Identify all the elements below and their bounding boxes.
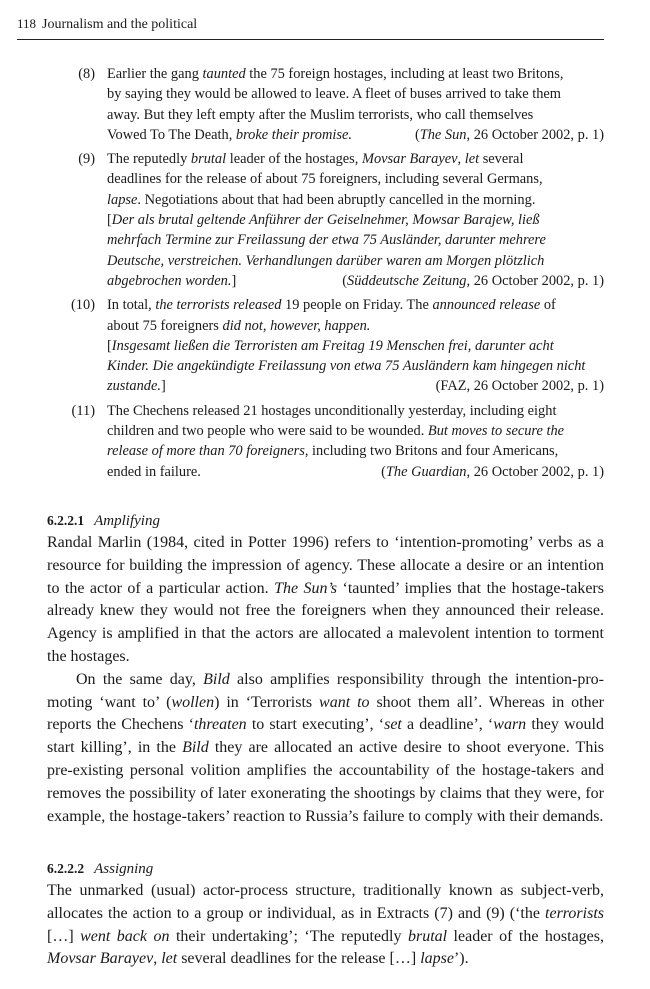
example-line	[107, 105, 604, 125]
text-run: (	[342, 272, 347, 289]
italic-text: warn	[493, 716, 527, 734]
italic-text: broke their promise.	[235, 126, 352, 143]
italic-text: Bild	[182, 739, 209, 757]
source-citation	[436, 376, 604, 396]
text-run: [	[107, 212, 112, 229]
example-line	[107, 64, 604, 84]
example-list	[47, 64, 604, 486]
example-line	[107, 271, 604, 291]
italic-text: Deutsche, verstreichen. Verhandlungen darüber waren am Morgen plötzlich	[107, 252, 545, 269]
italic-text: taunted	[202, 66, 246, 82]
italic-text: announced release	[432, 297, 541, 314]
example-number: (11)	[71, 402, 95, 419]
text-run: their undertaking’; ‘The reputedly	[169, 927, 408, 945]
italic-text: did not, however, happen.	[222, 317, 371, 334]
example-number: (10)	[71, 297, 95, 314]
italic-text: set	[384, 716, 402, 734]
italic-text: wollen	[171, 693, 215, 711]
text-run: The reputedly	[107, 151, 191, 168]
italic-text: lapse	[420, 950, 454, 968]
italic-text: Insgesamt ließen die Terroristen am Freitag 19 Menschen frei, darunter acht	[111, 337, 554, 354]
example-item	[47, 149, 604, 291]
example-item	[47, 401, 604, 482]
text-run: to start executing’, ‘	[246, 716, 385, 734]
source-citation	[381, 462, 604, 482]
example-line	[107, 401, 604, 421]
italic-text: Bild	[203, 670, 230, 688]
text-run: leader of the hostages,	[226, 151, 362, 168]
example-line	[107, 169, 604, 189]
example-number: (8)	[78, 66, 95, 82]
text-run: (	[414, 126, 420, 143]
paragraph	[47, 880, 604, 971]
example-line	[107, 149, 604, 169]
italic-text: But moves to secure the	[427, 423, 565, 440]
text-run: they are allocated an active desire to shoot everyone. This pre-existing personal volition amplifies the accountability of the hostage-takers and removes the possibility of later exonerating the shootings by claims that they were, for example, the hostage-takers’ reaction to Russia’s failure to comply with their demands.	[47, 739, 604, 825]
text-run: Earlier the gang	[107, 66, 203, 82]
section-amplifying	[47, 510, 604, 828]
example-line	[107, 190, 604, 210]
text-run: […]	[47, 927, 81, 945]
italic-text: Der als brutal geltende Anführer der Geiselnehmer, Mowsar Barajew, ließ	[111, 212, 540, 229]
section-body	[47, 532, 604, 828]
italic-text: let	[464, 151, 480, 168]
example-line	[107, 210, 604, 230]
text-run: a deadline’, ‘	[401, 716, 494, 734]
text-run: leader of the hostages,	[447, 927, 605, 945]
italic-text: lapse	[107, 191, 138, 208]
running-head	[17, 14, 604, 40]
italic-text: mehrfach Termine zur Freilassung der etwa 75 Ausländer, darunter mehrere	[107, 232, 546, 249]
text-run: ,	[153, 950, 162, 968]
italic-text: Süddeutsche Zeitung	[347, 272, 467, 289]
section-number: 6.2.2.1	[47, 513, 85, 528]
italic-text: threaten	[193, 716, 247, 734]
example-line	[107, 316, 604, 336]
source-citation	[342, 271, 604, 291]
italic-text: let	[161, 950, 178, 968]
text-run: , including two Britons and four Americans,	[304, 443, 559, 460]
italic-text: The Sun	[419, 126, 467, 143]
text-run: In total,	[107, 297, 156, 314]
text-run: several	[479, 151, 524, 168]
example-number: (9)	[78, 151, 95, 168]
example-line	[107, 230, 604, 250]
example-item	[47, 64, 604, 145]
text-run: of	[540, 297, 556, 314]
text-run: ‘taunted’ implies that the hostage-takers already knew they would not free the foreigners when they announced their release. Agency is amplified in that the actors are allocated a malevolent intention to torment the hostages.	[47, 579, 604, 665]
italic-text: brutal	[407, 927, 448, 945]
text-run: Randal Marlin (1984, cited in Potter 1996) refers to ‘intention-promoting’ verbs as a resource for building the impression of agency. These allocate a desire or an intention to the actor of a particular action.	[47, 534, 604, 597]
source-citation	[415, 125, 604, 145]
text-run: , 26 October 2002, p. 1)	[466, 463, 604, 480]
text-run: (FAZ, 26 October 2002, p. 1)	[435, 378, 604, 395]
text-run: (	[381, 463, 386, 480]
section-title: Assigning	[94, 861, 154, 877]
italic-text: abgebrochen worden.	[107, 272, 232, 289]
example-line	[107, 295, 604, 315]
text-run: shoot them all’. Whereas in other reports the Chechens ‘	[47, 693, 605, 734]
text-run: , 26 October 2002, p. 1)	[466, 126, 604, 143]
italic-text: Movsar Barayev	[361, 151, 458, 168]
italic-text: terrorists	[545, 904, 604, 922]
text-run: ,	[457, 151, 465, 168]
example-line	[107, 84, 604, 104]
italic-text: Movsar Barayev	[47, 950, 154, 968]
text-run: ) in ‘Terrorists	[214, 693, 320, 711]
text-run: The unmarked (usual) actor-process structure, traditionally known as subject-verb, allocates the action to a group or individual, as in Extracts (7) and (9) (‘the	[47, 882, 604, 922]
text-run: ended in failure.	[107, 463, 201, 480]
example-line	[107, 421, 604, 441]
italic-text: want to	[319, 693, 370, 711]
example-item	[47, 295, 604, 396]
example-line	[107, 356, 604, 376]
example-line	[107, 462, 604, 482]
italic-text: release of more than 70 foreigners	[107, 443, 305, 460]
example-line	[107, 336, 604, 356]
text-run: Vowed To The Death,	[107, 126, 236, 143]
text-run: they would start killing’, in the	[47, 716, 605, 757]
text-run: ]	[160, 378, 166, 395]
paragraph	[47, 669, 604, 829]
section-title: Amplifying	[94, 513, 160, 529]
italic-text: the terrorists released	[155, 297, 282, 314]
text-run: On the same day,	[76, 670, 204, 688]
section-heading	[47, 858, 604, 880]
text-run: several deadlines for the release […]	[177, 950, 421, 968]
text-run: [	[107, 337, 112, 354]
text-run: the 75 foreign hostages, including at least two Britons,	[245, 66, 564, 82]
text-run: . Negotiations about that had been abruptly cancelled in the morning.	[137, 191, 536, 208]
text-run: deadlines for the release of about 75 foreigners, including several Germans,	[107, 171, 543, 188]
example-line	[107, 441, 604, 461]
text-run: also amplifies responsibility through the intention-promoting ‘want to’ (	[47, 670, 604, 711]
example-line	[107, 251, 604, 271]
text-run: 19 people on Friday. The	[281, 297, 433, 314]
text-run: The Chechens released 21 hostages unconditionally yesterday, including eight	[107, 402, 557, 419]
text-run: ]	[231, 272, 237, 289]
italic-text: The Guardian	[385, 463, 467, 480]
section-body	[47, 880, 604, 971]
section-number: 6.2.2.2	[47, 861, 85, 876]
running-title: Journalism and the political	[42, 17, 198, 32]
italic-text: brutal	[190, 151, 227, 168]
example-line	[107, 125, 604, 145]
italic-text: The Sun’s	[274, 579, 338, 597]
paragraph	[47, 532, 604, 669]
italic-text: Kinder. Die angekündigte Freilassung von etwa 75 Ausländern kam hingegen nicht	[107, 358, 586, 375]
text-run: children and two people who were said to be wounded.	[107, 423, 428, 440]
text-run: , 26 October 2002, p. 1)	[466, 272, 604, 289]
italic-text: zustande.	[107, 378, 161, 395]
text-run: away. But they left empty after the Muslim terrorists, who call themselves	[107, 106, 534, 123]
section-assigning	[47, 858, 604, 971]
italic-text: went back on	[80, 927, 170, 945]
text-run: about 75 foreigners	[107, 317, 223, 334]
page-number: 118	[17, 16, 37, 31]
text-run: ’).	[453, 950, 469, 968]
text-run: by saying they would be allowed to leave. A fleet of buses arrived to take them	[107, 86, 561, 103]
example-line	[107, 376, 604, 396]
section-heading	[47, 510, 604, 532]
